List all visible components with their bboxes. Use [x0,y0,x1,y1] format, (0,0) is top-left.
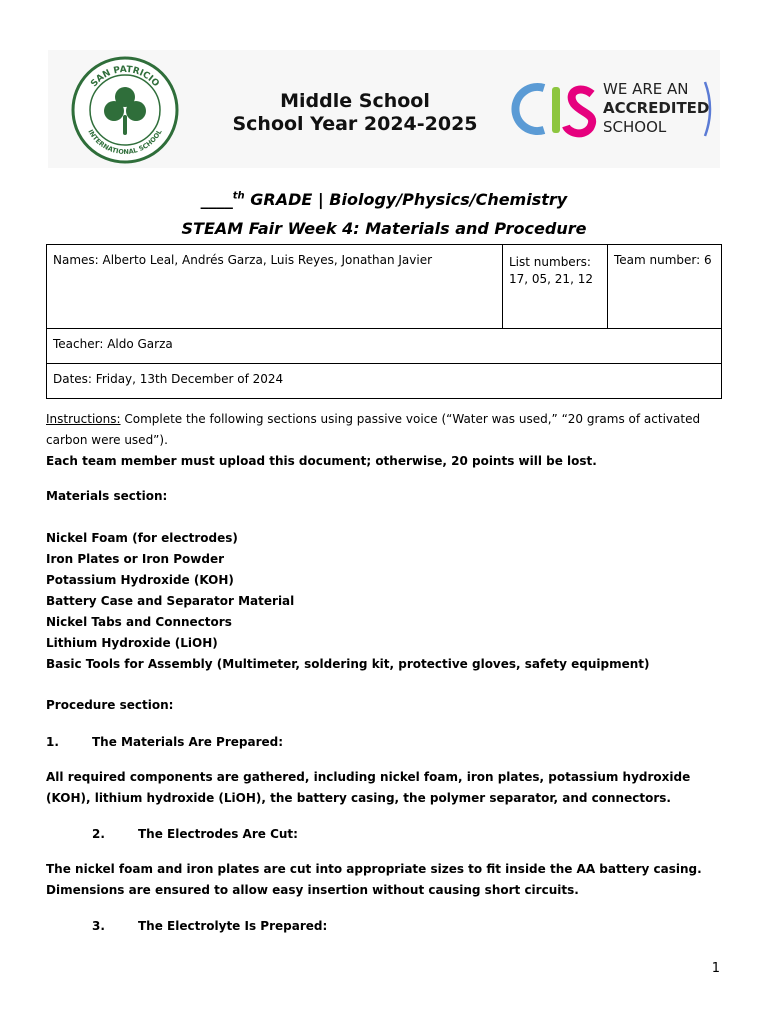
cis-line2: ACCREDITED [603,99,710,117]
header-title [210,90,500,136]
steam-title: STEAM Fair Week 4: Materials and Procedure [181,219,587,238]
list-item: Nickel Foam (for electrodes) [46,531,238,545]
materials-list [46,528,726,675]
step3-heading [92,916,768,937]
step2-heading [92,824,768,845]
cis-text [603,80,709,137]
list-item: Lithium Hydroxide (LiOH) [46,636,218,650]
grade-sup: th [232,190,245,202]
list-item: Potassium Hydroxide (KOH) [46,573,234,587]
cis-s-icon [566,89,592,133]
logo-text-bottom: INTERNATIONAL SCHOOL [86,128,164,157]
names-cell [47,245,503,329]
cis-i-icon [552,87,560,133]
header-title-line2: School Year 2024-2025 [232,113,478,135]
names: Names: Alberto Leal, Andrés Garza, Luis Reyes, Jonathan Javier [53,253,433,267]
list-numbers-cell [503,245,608,329]
instructions-text: Complete the following sections using passive voice (“Water was used,” “20 grams of activated carbon were used”). [46,412,701,447]
cis-c-icon [515,87,544,131]
step1-title: The Materials Are Prepared: [92,735,284,749]
procedure-title: Procedure section: [46,698,174,712]
logo-text-top: SAN PATRICIO [89,64,161,90]
step2-title: The Electrodes Are Cut: [138,827,298,841]
step3-number: 3. [92,919,105,933]
cis-line1: WE ARE AN [603,80,689,98]
step2-text: The nickel foam and iron plates are cut into appropriate sizes to fit inside the AA battery casing. Dimensions are ensured to allow easy insertion without causing short circuits. [46,862,702,897]
dates-cell [47,364,722,399]
grade-subjects: GRADE | Biology/Physics/Chemistry [244,190,568,209]
dates: Dates: Friday, 13th December of 2024 [53,372,284,386]
instructions [46,409,726,472]
list-item: Iron Plates or Iron Powder [46,552,225,566]
team-cell [608,245,722,329]
step3-title: The Electrolyte Is Prepared: [138,919,328,933]
list-item: Nickel Tabs and Connectors [46,615,232,629]
step1-number: 1. [46,735,59,749]
info-table [46,244,722,399]
teacher-cell [47,329,722,364]
list-numbers-label: List numbers: [509,255,591,269]
team-number: Team number: 6 [614,253,712,267]
page-number: 1 [711,961,720,976]
san-patricio-logo [70,55,180,165]
list-numbers: 17, 05, 21, 12 [509,272,593,286]
materials-title: Materials section: [46,489,168,503]
step2-number: 2. [92,827,105,841]
grade-line [0,190,768,209]
instructions-warning: Each team member must upload this document; otherwise, 20 points will be lost. [46,454,597,468]
instructions-label: Instructions: [46,412,121,426]
grade-blank: ____ [200,190,233,209]
header-title-line1: Middle School [280,90,430,112]
step1-text: All required components are gathered, including nickel foam, iron plates, potassium hydroxide (KOH), lithium hydroxide (LiOH), the battery casing, the polymer separator, and connectors. [46,770,691,805]
teacher: Teacher: Aldo Garza [53,337,173,351]
step1-heading [46,732,726,753]
list-item: Basic Tools for Assembly (Multimeter, soldering kit, protective gloves, safety equipment) [46,657,650,671]
cis-line3: SCHOOL [603,118,667,136]
list-item: Battery Case and Separator Material [46,594,295,608]
